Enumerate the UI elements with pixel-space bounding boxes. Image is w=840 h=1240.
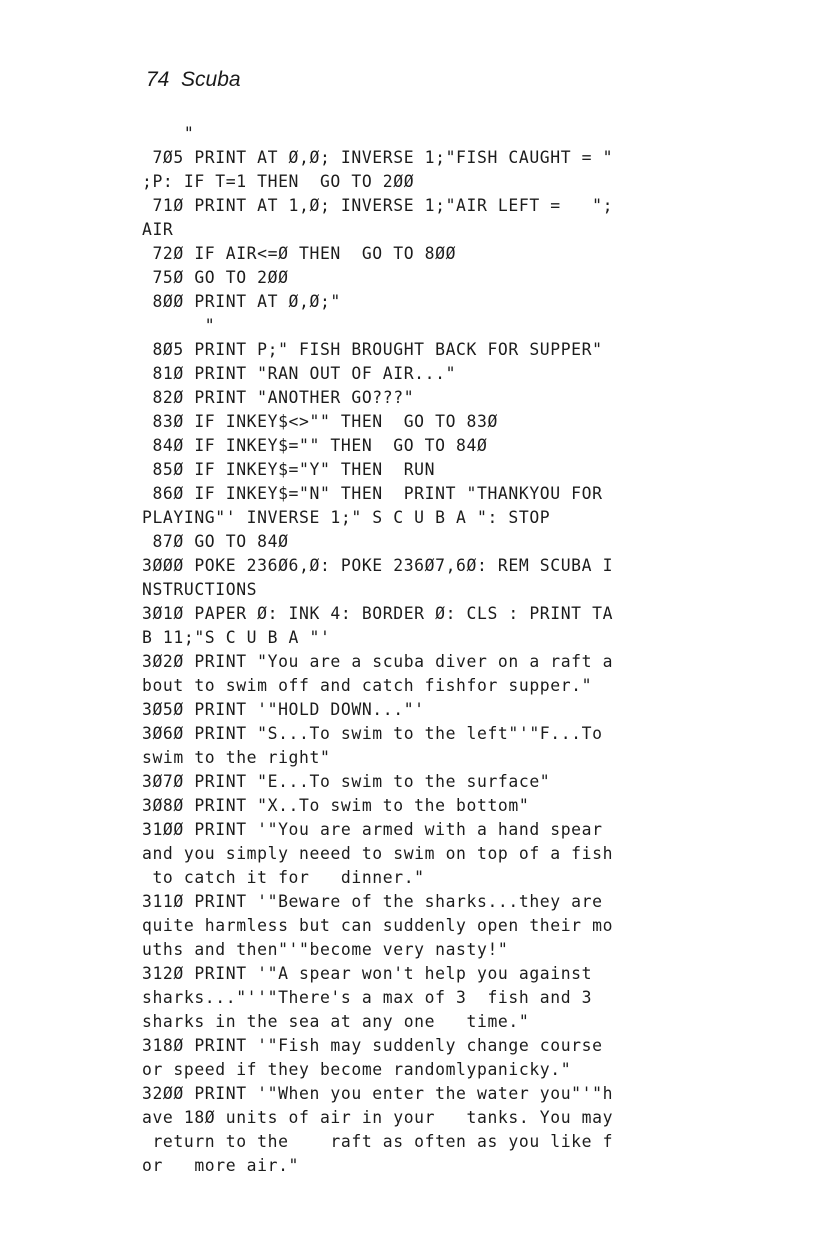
code-line: 3Ø5Ø PRINT '"HOLD DOWN..."'	[142, 700, 425, 719]
code-line: 3Ø7Ø PRINT "E...To swim to the surface"	[142, 772, 551, 791]
running-head	[146, 68, 241, 92]
code-line: 8ØØ PRINT AT Ø,Ø;"	[142, 292, 341, 311]
page-number: 74	[146, 68, 170, 91]
code-line: AIR	[142, 220, 174, 239]
code-line: 3Ø8Ø PRINT "X..To swim to the bottom"	[142, 796, 530, 815]
code-line: 3Ø2Ø PRINT "You are a scuba diver on a raft a	[142, 652, 614, 671]
code-line: ;P: IF T=1 THEN GO TO 2ØØ	[142, 172, 415, 191]
code-line: 84Ø IF INKEY$="" THEN GO TO 84Ø	[142, 436, 488, 455]
code-line: quite harmless but can suddenly open their mo	[142, 916, 614, 935]
code-line: sharks in the sea at any one time."	[142, 1012, 530, 1031]
code-line: "	[142, 124, 195, 143]
code-line: 312Ø PRINT '"A spear won't help you against	[142, 964, 593, 983]
code-line: 81Ø PRINT "RAN OUT OF AIR..."	[142, 364, 457, 383]
code-line: sharks..."''"There's a max of 3 fish and 3	[142, 988, 593, 1007]
code-line: bout to swim off and catch fishfor supper."	[142, 676, 593, 695]
code-line: 3ØØØ POKE 236Ø6,Ø: POKE 236Ø7,6Ø: REM SCUBA I	[142, 556, 614, 575]
code-line: 75Ø GO TO 2ØØ	[142, 268, 289, 287]
code-line: 31ØØ PRINT '"You are armed with a hand spear	[142, 820, 603, 839]
code-line: to catch it for dinner."	[142, 868, 425, 887]
code-line: 7Ø5 PRINT AT Ø,Ø; INVERSE 1;"FISH CAUGHT = "	[142, 148, 614, 167]
code-line: 3Ø6Ø PRINT "S...To swim to the left"'"F...To	[142, 724, 603, 743]
chapter-title: Scuba	[181, 68, 241, 91]
code-line: 85Ø IF INKEY$="Y" THEN RUN	[142, 460, 436, 479]
code-line: 318Ø PRINT '"Fish may suddenly change course	[142, 1036, 603, 1055]
code-line: ave 18Ø units of air in your tanks. You may	[142, 1108, 614, 1127]
code-line: 8Ø5 PRINT P;" FISH BROUGHT BACK FOR SUPPER"	[142, 340, 603, 359]
code-line: 3Ø1Ø PAPER Ø: INK 4: BORDER Ø: CLS : PRINT TA	[142, 604, 614, 623]
code-line: 72Ø IF AIR<=Ø THEN GO TO 8ØØ	[142, 244, 457, 263]
code-line: 87Ø GO TO 84Ø	[142, 532, 289, 551]
code-line: uths and then"'"become very nasty!"	[142, 940, 509, 959]
code-line: "	[142, 316, 216, 335]
code-line: 82Ø PRINT "ANOTHER GO???"	[142, 388, 415, 407]
code-line: 86Ø IF INKEY$="N" THEN PRINT "THANKYOU FOR	[142, 484, 603, 503]
code-line: 32ØØ PRINT '"When you enter the water you"'"h	[142, 1084, 614, 1103]
code-line: return to the raft as often as you like f	[142, 1132, 614, 1151]
code-line: 83Ø IF INKEY$<>"" THEN GO TO 83Ø	[142, 412, 498, 431]
code-line: swim to the right"	[142, 748, 331, 767]
code-line: and you simply neeed to swim on top of a fish	[142, 844, 614, 863]
code-line: or speed if they become randomlypanicky."	[142, 1060, 572, 1079]
code-line: B 11;"S C U B A "'	[142, 628, 331, 647]
code-line: or more air."	[142, 1156, 300, 1175]
program-listing	[142, 122, 613, 1178]
code-line: 311Ø PRINT '"Beware of the sharks...they are	[142, 892, 603, 911]
code-line: NSTRUCTIONS	[142, 580, 258, 599]
code-line: PLAYING"' INVERSE 1;" S C U B A ": STOP	[142, 508, 551, 527]
code-line: 71Ø PRINT AT 1,Ø; INVERSE 1;"AIR LEFT = ";	[142, 196, 614, 215]
